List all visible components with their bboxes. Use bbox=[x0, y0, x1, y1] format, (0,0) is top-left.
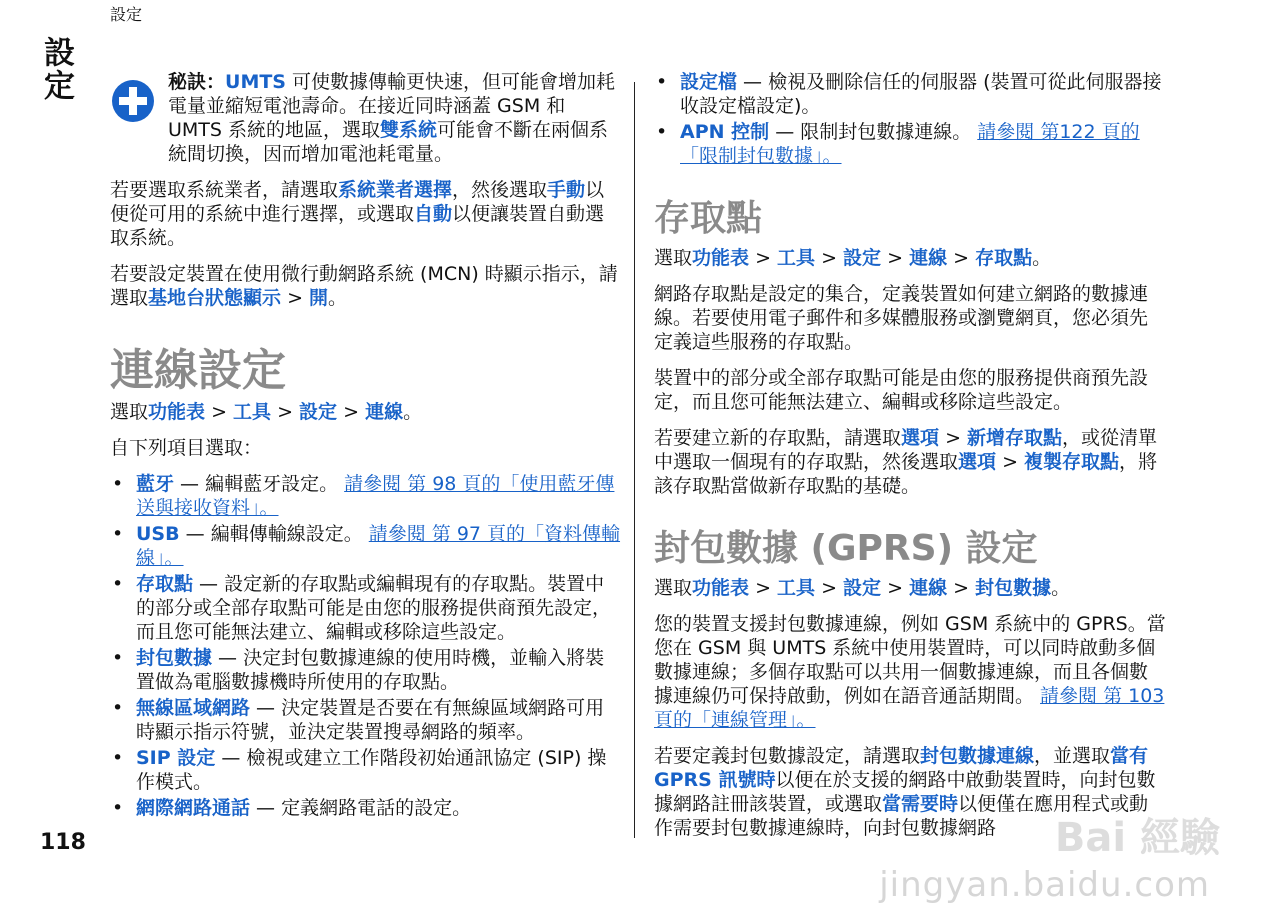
path-settings: 設定 bbox=[843, 247, 882, 269]
options-term: 選項 bbox=[958, 451, 997, 473]
item-desc: — 編輯藍牙設定。 bbox=[174, 473, 345, 495]
item-term: USB bbox=[136, 523, 180, 545]
text: 若要選取系統業者，請選取 bbox=[110, 179, 339, 201]
separator: > bbox=[939, 427, 968, 449]
separator: > bbox=[337, 401, 366, 423]
text: 。 bbox=[1051, 577, 1071, 599]
plus-tip-icon bbox=[110, 78, 156, 124]
item-desc: — 決定封包數據連線的使用時機，並輸入將裝置做為電腦數據機時所使用的存取點。 bbox=[136, 647, 605, 693]
path-tools: 工具 bbox=[777, 577, 816, 599]
text: 。 bbox=[403, 401, 423, 423]
heading-connection-settings: 連線設定 bbox=[110, 345, 286, 396]
cell-info-term: 基地台狀態顯示 bbox=[148, 287, 282, 309]
path-connection: 連線 bbox=[909, 247, 948, 269]
item-term: 封包數據 bbox=[136, 647, 213, 669]
list-item bbox=[110, 472, 622, 520]
list-item bbox=[110, 796, 622, 820]
when-available-term: 當有 GPRS 訊號時 bbox=[654, 745, 1149, 791]
separator: > bbox=[947, 577, 976, 599]
item-desc: — 限制封包數據連線。 bbox=[769, 121, 978, 143]
item-term: 設定檔 bbox=[680, 71, 738, 93]
separator: > bbox=[205, 401, 234, 423]
text: 選取 bbox=[110, 401, 149, 423]
operator-paragraph bbox=[110, 178, 622, 250]
manual-term: 手動 bbox=[547, 179, 586, 201]
path-tools: 工具 bbox=[777, 247, 816, 269]
text: 以便讓裝置自動選取系統。 bbox=[110, 203, 605, 249]
text: 以便僅在應用程式或動作需要封包數據連線時，向封包數據網路 bbox=[654, 793, 1149, 839]
list-intro: 自下列項目選取： bbox=[110, 437, 263, 459]
item-desc: — 檢視或建立工作階段初始通訊協定 (SIP) 操作模式。 bbox=[136, 747, 607, 793]
operator-select-term: 系統業者選擇 bbox=[338, 179, 453, 201]
text: 若要建立新的存取點，請選取 bbox=[654, 427, 902, 449]
item-desc: — 定義網路電話的設定。 bbox=[250, 797, 472, 819]
tip-box bbox=[110, 70, 622, 166]
item-desc: — 編輯傳輸線設定。 bbox=[179, 523, 369, 545]
auto-term: 自動 bbox=[414, 203, 453, 225]
item-desc: — 檢視及刪除信任的伺服器 (裝置可從此伺服器接收設定檔設定)。 bbox=[680, 71, 1162, 117]
text: ，並選取 bbox=[1034, 745, 1111, 767]
item-term: 無線區域網路 bbox=[136, 697, 251, 719]
side-section-tab: 設定 bbox=[38, 36, 74, 102]
text: 您的裝置支援封包數據連線，例如 GSM 系統中的 GPRS。當您在 GSM 與 UMTS 系統中使用裝置時，可以同時啟動多個數據連線；多個存取點可以共用一個數據連線，而且各個數據連線仍可保持啟動，例如在語音通話期間。 bbox=[654, 613, 1166, 707]
text: 若要定義封包數據設定，請選取 bbox=[654, 745, 921, 767]
text: 選取 bbox=[654, 247, 693, 269]
packet-connection-term: 封包數據連線 bbox=[920, 745, 1035, 767]
menu-path-packet bbox=[654, 576, 1166, 600]
path-connection: 連線 bbox=[909, 577, 948, 599]
text: 若要設定裝置在使用微行動網路系統 (MCN) 時顯示指示，請選取 bbox=[110, 263, 618, 309]
path-menu: 功能表 bbox=[692, 247, 750, 269]
text: 。 bbox=[328, 287, 348, 309]
page-number: 118 bbox=[40, 830, 86, 855]
separator: > bbox=[947, 247, 976, 269]
access-point-paragraph-3 bbox=[654, 426, 1166, 498]
path-menu: 功能表 bbox=[692, 577, 750, 599]
path-settings: 設定 bbox=[299, 401, 338, 423]
tip-term-dual: 雙系統 bbox=[380, 119, 438, 141]
access-point-paragraph-1: 網路存取點是設定的集合，定義裝置如何建立網路的數據連線。若要使用電子郵件和多媒體服務或瀏覽網頁，您必須先定義這些服務的存取點。 bbox=[654, 283, 1149, 353]
new-access-point-term: 新增存取點 bbox=[967, 427, 1063, 449]
watermark-logo: Bai 經驗 bbox=[1054, 815, 1220, 861]
packet-paragraph-1 bbox=[654, 612, 1166, 732]
left-column bbox=[110, 70, 622, 830]
path-menu: 功能表 bbox=[148, 401, 206, 423]
list-item bbox=[110, 746, 622, 794]
item-term: 存取點 bbox=[136, 573, 194, 595]
connection-options-list-cont bbox=[654, 70, 1166, 168]
text: 以便從可用的系統中進行選擇，或選取 bbox=[110, 179, 605, 225]
cross-ref-link[interactable]: 請參閱 第 103 頁的「連線管理」。 bbox=[654, 685, 1165, 731]
cross-ref-link[interactable]: 請參閱 第 98 頁的「使用藍牙傳送與接收資料」。 bbox=[136, 473, 615, 519]
path-settings: 設定 bbox=[843, 577, 882, 599]
access-point-paragraph-2: 裝置中的部分或全部存取點可能是由您的服務提供商預先設定，而且您可能無法建立、編輯或移除這些設定。 bbox=[654, 367, 1149, 413]
text: 選取 bbox=[654, 577, 693, 599]
list-item bbox=[110, 572, 622, 644]
watermark-url: jingyan.baidu.com bbox=[879, 865, 1210, 905]
separator: > bbox=[281, 287, 310, 309]
heading-access-points: 存取點 bbox=[654, 198, 763, 239]
list-item bbox=[654, 120, 1166, 168]
tip-term-umts: UMTS bbox=[225, 71, 286, 93]
text: ，或從清單中選取一個現有的存取點，然後選取 bbox=[654, 427, 1158, 473]
path-connection: 連線 bbox=[365, 401, 404, 423]
path-access-point: 存取點 bbox=[975, 247, 1033, 269]
separator: > bbox=[996, 451, 1025, 473]
tip-label: 秘訣： bbox=[168, 71, 226, 93]
path-tools: 工具 bbox=[233, 401, 272, 423]
separator: > bbox=[881, 577, 910, 599]
tip-body-end: 可能會不斷在兩個系統間切換，因而增加電池耗電量。 bbox=[168, 119, 609, 165]
item-term: APN 控制 bbox=[680, 121, 770, 143]
text: 以便在於支援的網路中啟動裝置時，向封包數據網路註冊該裝置，或選取 bbox=[654, 769, 1156, 815]
item-desc: — 決定裝置是否要在有無線區域網路可用時顯示指示符號，並決定裝置搜尋網路的頻率。 bbox=[136, 697, 605, 743]
connection-options-list bbox=[110, 472, 622, 820]
item-desc: — 設定新的存取點或編輯現有的存取點。裝置中的部分或全部存取點可能是由您的服務提供商預先設定，而且您可能無法建立、編輯或移除這些設定。 bbox=[136, 573, 612, 643]
options-term: 選項 bbox=[901, 427, 940, 449]
cross-ref-link[interactable]: 請參閱 第 97 頁的「資料傳輸線」。 bbox=[136, 523, 621, 569]
cross-ref-link[interactable]: 請參閱 第122 頁的「限制封包數據」。 bbox=[680, 121, 1140, 167]
heading-packet-data: 封包數據 (GPRS) 設定 bbox=[654, 528, 1038, 569]
separator: > bbox=[815, 247, 844, 269]
list-item bbox=[654, 70, 1166, 118]
tip-body: 可使數據傳輸更快速，但可能會增加耗電量並縮短電池壽命。在接近同時涵蓋 GSM 和 UMTS 系統的地區，選取 bbox=[168, 71, 616, 141]
right-column bbox=[654, 70, 1166, 852]
tip-text bbox=[168, 70, 622, 166]
text: ，然後選取 bbox=[452, 179, 548, 201]
menu-path bbox=[110, 400, 622, 424]
item-term: 網際網路通話 bbox=[136, 797, 251, 819]
when-needed-term: 當需要時 bbox=[882, 793, 959, 815]
item-term: 藍牙 bbox=[136, 473, 175, 495]
list-item bbox=[110, 696, 622, 744]
separator: > bbox=[881, 247, 910, 269]
menu-path-access bbox=[654, 246, 1166, 270]
running-header: 設定 bbox=[110, 5, 143, 24]
separator: > bbox=[749, 577, 778, 599]
copy-access-point-term: 複製存取點 bbox=[1024, 451, 1120, 473]
list-item bbox=[110, 522, 622, 570]
text: ，將該存取點當做新存取點的基礎。 bbox=[654, 451, 1158, 497]
text: 。 bbox=[1032, 247, 1052, 269]
separator: > bbox=[749, 247, 778, 269]
list-item bbox=[110, 646, 622, 694]
column-divider bbox=[634, 82, 635, 838]
path-packet-data: 封包數據 bbox=[975, 577, 1052, 599]
mcn-paragraph bbox=[110, 262, 622, 310]
separator: > bbox=[271, 401, 300, 423]
separator: > bbox=[815, 577, 844, 599]
on-term: 開 bbox=[309, 287, 329, 309]
item-term: SIP 設定 bbox=[136, 747, 216, 769]
